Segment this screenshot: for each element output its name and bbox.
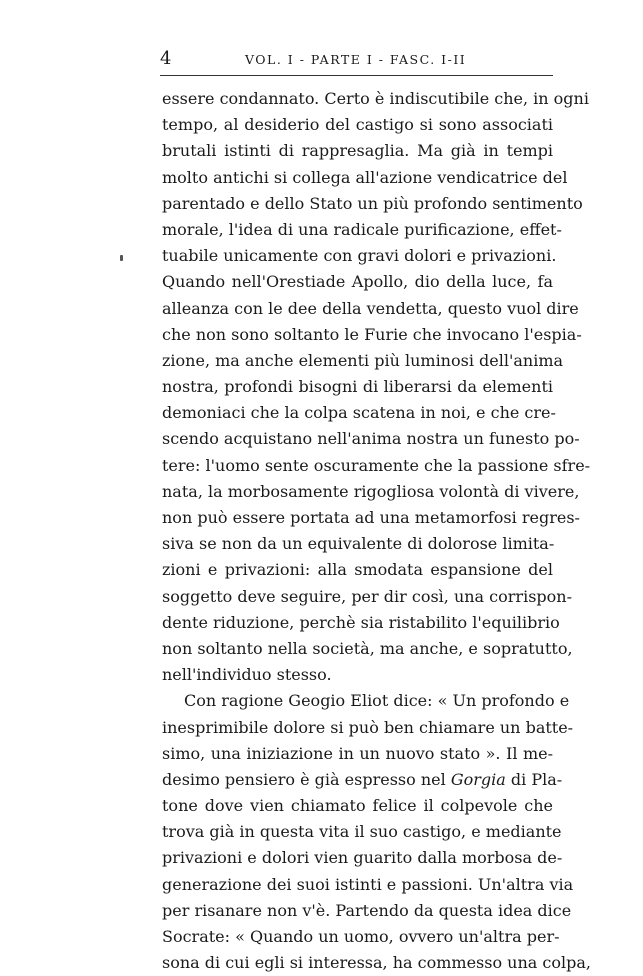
- margin-mark: [120, 255, 123, 261]
- text-line: scendo acquistano nell'anima nostra un funesto po-: [162, 429, 580, 449]
- text-line: zioni e privazioni: alla smodata espansione del: [162, 560, 553, 580]
- text-line: nell'individuo stesso.: [162, 665, 332, 685]
- text-line: Quando nell'Orestiade Apollo, dio della luce, fa: [162, 272, 553, 292]
- text-line: simo, una iniziazione in un nuovo stato ». Il me-: [162, 743, 553, 763]
- text-line: demoniaci che la colpa scatena in noi, e che cre-: [162, 403, 556, 423]
- text-line: soggetto deve seguire, per dir così, una corrispon-: [162, 586, 572, 606]
- text-line: nata, la morbosamente rigogliosa volontà di vivere,: [162, 481, 580, 501]
- text-line: che non sono soltanto le Furie che invocano l'espia-: [162, 324, 582, 344]
- text-line: inesprimibile dolore si può ben chiamare un batte-: [162, 717, 574, 737]
- text-run: di Pla-: [510, 769, 563, 789]
- text-line: zione, ma anche elementi più luminosi dell'anima: [162, 350, 564, 370]
- text-line: tone dove vien chiamato felice il colpevole che: [162, 796, 553, 816]
- header-rule: [160, 75, 553, 76]
- text-line: alleanza con le dee della vendetta, questo vuol dire: [162, 298, 579, 318]
- text-run: desimo pensiero è già espresso nel: [162, 769, 446, 789]
- page-number: 4: [160, 48, 172, 69]
- text-line: tuabile unicamente con gravi dolori e privazioni.: [162, 246, 557, 266]
- text-line: dente riduzione, perchè sia ristabilito l'equilibrio: [162, 612, 560, 632]
- text-line: morale, l'idea di una radicale purificazione, effet-: [162, 219, 562, 239]
- text-line: parentado e dello Stato un più profondo sentimento: [162, 193, 583, 213]
- text-line: essere condannato. Certo è indiscutibile che, in ogni: [162, 89, 589, 108]
- italic-title: Gorgia: [450, 769, 506, 789]
- text-line: molto antichi si collega all'azione vendicatrice del: [162, 167, 568, 187]
- text-line: Con ragione Geogio Eliot dice: « Un profondo e: [184, 691, 570, 711]
- text-line: trova già in questa vita il suo castigo, e mediante: [162, 822, 562, 842]
- body-text: [162, 86, 591, 976]
- text-line: siva se non da un equivalente di dolorose limita-: [162, 534, 555, 554]
- text-line: per risanare non v'è. Partendo da questa idea dice: [162, 900, 572, 920]
- text-line: tempo, al desiderio del castigo si sono associati: [162, 115, 553, 135]
- text-line: Socrate: « Quando un uomo, ovvero un'altra per-: [162, 927, 560, 946]
- running-header: VOL. I - PARTE I - FASC. I-II: [245, 52, 467, 67]
- text-line: non soltanto nella società, ma anche, e sopratutto,: [162, 638, 573, 658]
- text-line: non può essere portata ad una metamorfosi regres-: [162, 508, 580, 527]
- text-line-mixed: [162, 767, 563, 793]
- text-line: nostra, profondi bisogni di liberarsi da elementi: [162, 377, 553, 397]
- text-line: tere: l'uomo sente oscuramente che la passione sfre-: [162, 455, 591, 475]
- text-line: generazione dei suoi istinti e passioni. Un'altra via: [162, 874, 574, 894]
- text-line: sona di cui egli si interessa, ha commesso una colpa,: [162, 953, 591, 973]
- text-line: privazioni e dolori vien guarito dalla morbosa de-: [162, 848, 563, 868]
- text-line: brutali istinti di rappresaglia. Ma già in tempi: [162, 141, 553, 161]
